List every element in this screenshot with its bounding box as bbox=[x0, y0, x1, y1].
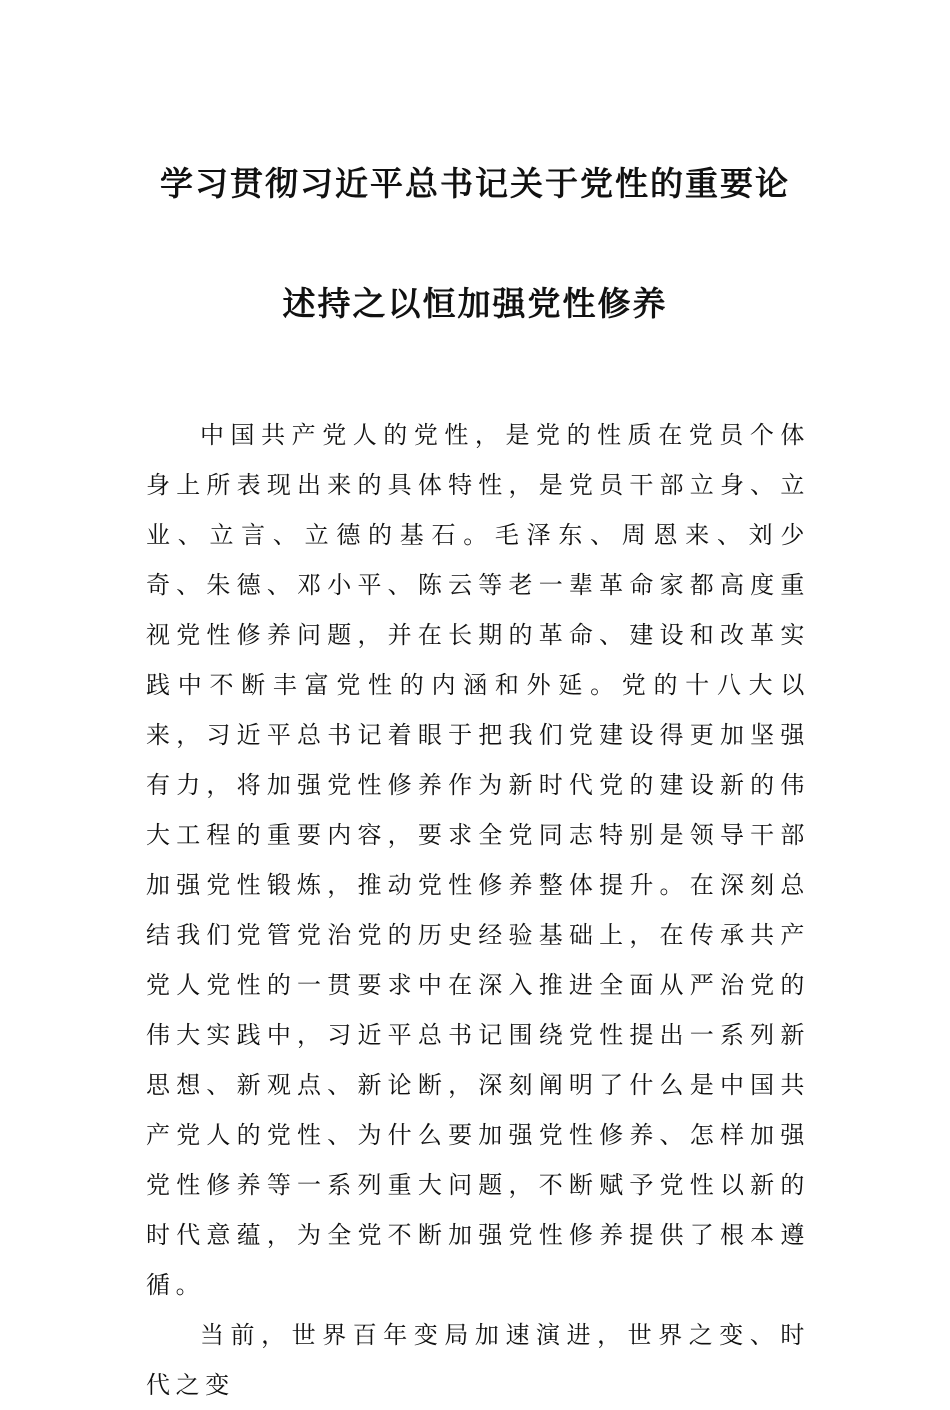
document-title-line-2: 述持之以恒加强党性修养 bbox=[282, 284, 668, 323]
document-body bbox=[146, 410, 810, 1410]
document-title-line-1: 学习贯彻习近平总书记关于党性的重要论 bbox=[160, 164, 790, 203]
body-paragraph-2: 当前，世界百年变局加速演进，世界之变、时代之变 bbox=[146, 1321, 810, 1399]
body-paragraph-1: 中国共产党人的党性，是党的性质在党员个体身上所表现出来的具体特性，是党员干部立身、立业、立言、立德的基石。毛泽东、周恩来、刘少奇、朱德、邓小平、陈云等老一辈革命家都高度重视党性修养问题，并在长期的革命、建设和改革实践中不断丰富党性的内涵和外延。党的十八大以来，习近平总书记着眼于把我们党建设得更加坚强有力，将加强党性修养作为新时代党的建设新的伟大工程的重要内容，要求全党同志特别是领导干部加强党性锻炼，推动党性修养整体提升。在深刻总结我们党管党治党的历史经验基础上，在传承共产党人党性的一贯要求中在深入推进全面从严治党的伟大实践中，习近平总书记围绕党性提出一系列新思想、新观点、新论断，深刻阐明了什么是中国共产党人的党性、为什么要加强党性修养、怎样加强党性修养等一系列重大问题，不断赋予党性以新的时代意蕴，为全党不断加强党性修养提供了根本遵循。 bbox=[146, 421, 810, 1299]
